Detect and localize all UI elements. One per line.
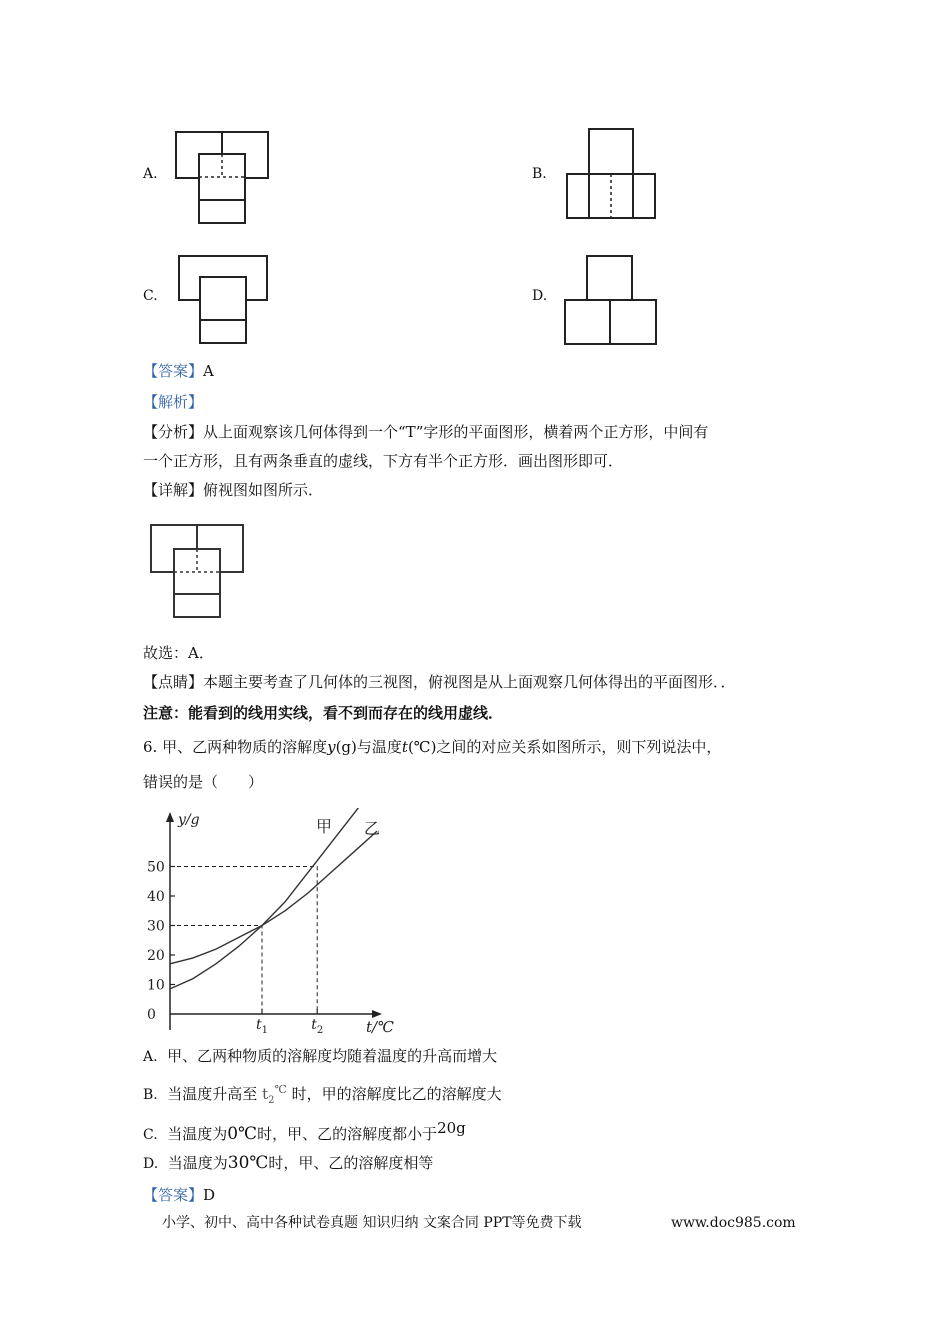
q6-option-b: [143, 1079, 502, 1112]
q6-option-d-label: D.: [143, 1156, 159, 1172]
y-tick-label-50: 50: [147, 859, 165, 876]
option-d-label: D.: [532, 288, 548, 304]
answer-value: A: [203, 362, 214, 380]
x-axis-label: t/℃: [366, 1018, 394, 1036]
q6-option-a-text: 甲、乙两种物质的溶解度均随着温度的升高而增大: [167, 1047, 498, 1065]
q6-option-c-temp: 0℃: [227, 1124, 258, 1144]
y-tick-label-40: 40: [147, 889, 165, 905]
c-unit: (℃): [407, 738, 437, 756]
dianjing-text: 本题主要考查了几何体的三视图，俯视图是从上面观察几何体得出的平面图形．．: [203, 673, 736, 691]
t2-subscript: 2: [268, 1095, 275, 1106]
footer-left: 小学、初中、高中各种试卷真题 知识归纳 文案合同 PPT等免费下载: [162, 1215, 582, 1231]
answer2-tag: 【答案】: [143, 1186, 204, 1204]
g-unit: (g): [335, 738, 357, 756]
analysis-tag: 【解析】: [143, 393, 204, 411]
option-b-figure: [564, 126, 660, 222]
answer2-value: D: [203, 1186, 216, 1204]
fenxi-line-2: 一个正方形，且有两条垂直的虚线，下方有半个正方形．画出图形即可．: [143, 452, 624, 470]
guxuan-line: 故选：A．: [143, 644, 214, 662]
note-line: 注意：能看到的线用实线，看不到而存在的线用虚线．: [143, 704, 504, 722]
q6-option-d-post: 时，甲、乙的溶解度相等: [268, 1154, 434, 1172]
y-tick-label-10: 10: [147, 977, 165, 994]
q6-line-1: [143, 736, 721, 758]
dianjing-line: [143, 671, 736, 693]
option-a-label: A.: [143, 166, 158, 182]
t2-symbol: t: [262, 1085, 269, 1103]
q6-option-c: [143, 1117, 466, 1146]
series-line-1: [170, 808, 377, 989]
y-tick-label-0: 0: [147, 1007, 156, 1023]
q6-option-b-post: 时，甲的溶解度比乙的溶解度大: [291, 1085, 502, 1103]
q6-option-d: [143, 1152, 433, 1175]
answer-line-1: [143, 360, 214, 382]
series-label-1: 甲: [316, 817, 333, 836]
option-a-figure: [172, 128, 272, 226]
solution-figure: [148, 522, 246, 620]
y-tick-label-30: 30: [147, 918, 165, 935]
y-axis-label: y/g: [178, 812, 200, 828]
option-d-figure: [562, 253, 660, 347]
q6-option-c-mid: 时，甲、乙的溶解度都小于: [257, 1125, 438, 1143]
fenxi-line-1: [143, 421, 708, 443]
q6-option-c-label: C.: [143, 1127, 158, 1143]
fenxi-text-1: 从上面观察该几何体得到一个“T”字形的平面图形，横着两个正方形，中间有: [203, 423, 709, 441]
q6-stem-a: 6. 甲、乙两种物质的溶解度: [143, 738, 328, 756]
y-axis-arrow: [166, 812, 174, 822]
q6-option-a: [143, 1045, 497, 1068]
solubility-chart: [140, 808, 400, 1040]
series-line-2: [170, 831, 377, 964]
y-symbol: y: [327, 738, 336, 756]
footer-right: www.doc985.com: [671, 1215, 796, 1231]
q6-line-2: 错误的是（ ）: [143, 773, 264, 791]
option-b-label: B.: [532, 166, 547, 182]
x-tick-label-t1: $t_1$: [256, 1017, 269, 1036]
x-tick-label-t2: $t_2$: [311, 1017, 324, 1036]
q6-stem-c: 之间的对应关系如图所示，则下列说法中，: [436, 738, 722, 756]
answer-line-2: [143, 1184, 215, 1206]
xiangjie-text: 俯视图如图所示．: [203, 481, 324, 499]
option-c-label: C.: [143, 288, 158, 304]
dianjing-tag: 【点睛】: [143, 673, 204, 691]
xiangjie-line: [143, 479, 323, 501]
q6-option-d-pre: 当温度为: [167, 1154, 228, 1172]
q6-option-c-pre: 当温度为: [167, 1125, 228, 1143]
x-axis-arrow: [372, 1010, 382, 1018]
q6-option-c-mass: 20g: [437, 1119, 466, 1137]
q6-option-a-label: A.: [143, 1049, 158, 1065]
fenxi-tag: 【分析】: [143, 423, 204, 441]
xiangjie-tag: 【详解】: [143, 481, 204, 499]
q6-option-b-label: B.: [143, 1087, 158, 1103]
t2-unit: ℃: [274, 1083, 287, 1096]
option-c-figure: [176, 253, 272, 347]
q6-option-d-temp: 30℃: [227, 1153, 269, 1173]
series-label-2: 乙: [364, 819, 381, 838]
t-symbol: t: [401, 738, 408, 756]
answer-tag: 【答案】: [143, 362, 204, 380]
q6-option-b-pre: 当温度升高至: [167, 1085, 258, 1103]
q6-stem-b: 与温度: [356, 738, 402, 756]
y-tick-label-20: 20: [147, 948, 165, 964]
